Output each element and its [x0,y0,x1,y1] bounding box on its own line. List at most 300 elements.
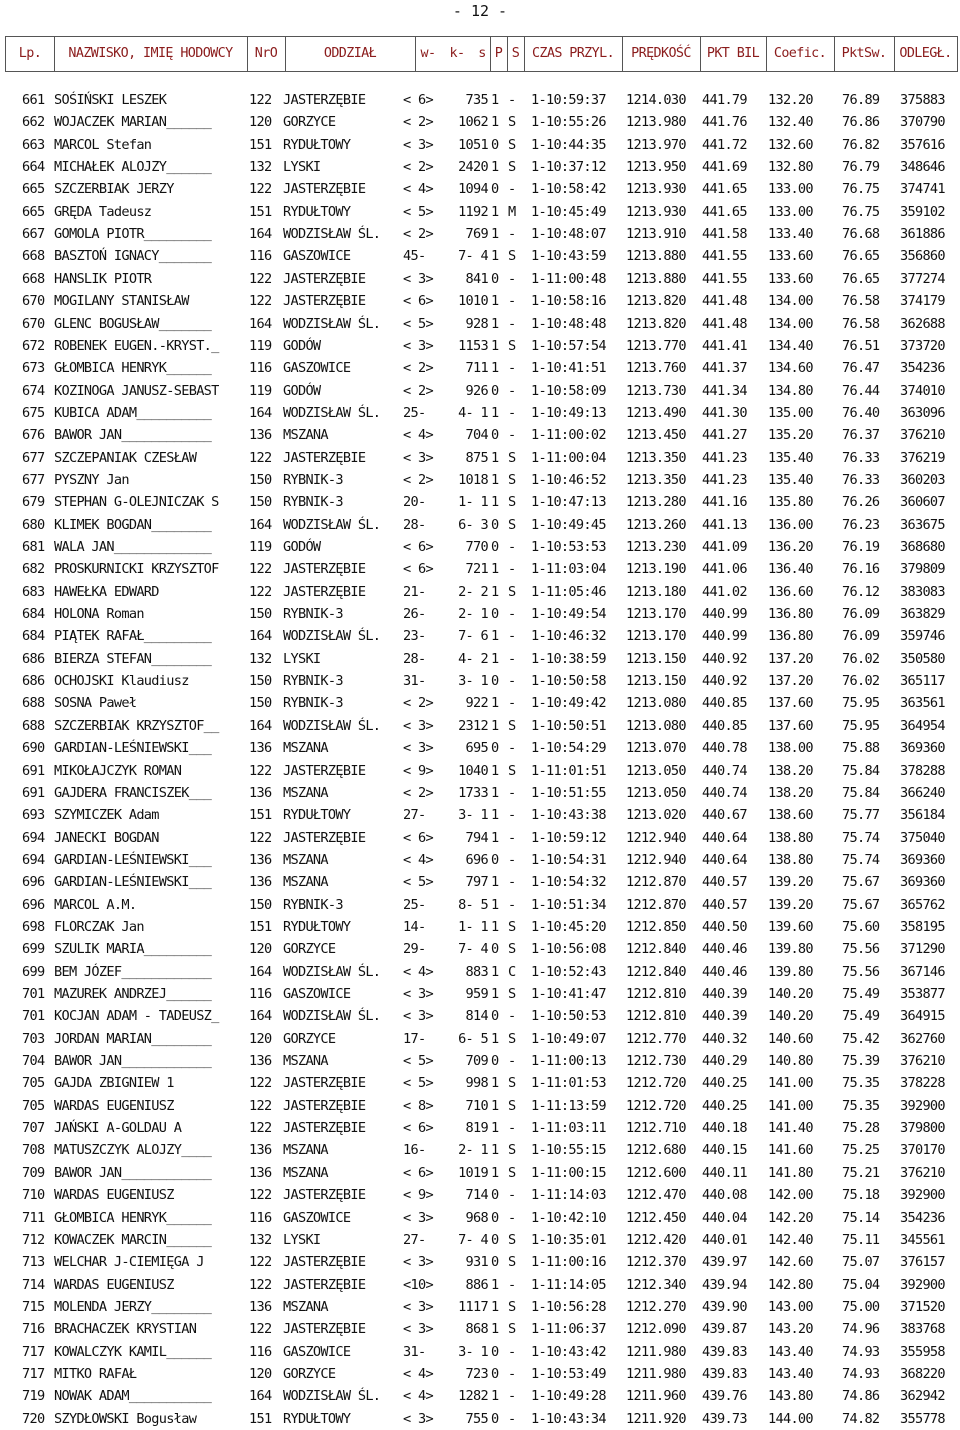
row-s: 1 [491,1388,499,1405]
row-lp: 663 [22,136,45,153]
row-odleg: 383768 [900,1321,945,1338]
row-czas: 1-10:56:08 [531,941,606,958]
row-odleg: 363561 [900,695,945,712]
row-oddzial: GASZOWICE [283,248,351,265]
row-nro: 151 [249,136,272,153]
row-name: MOGILANY STANISŁAW [54,293,189,310]
row-lp: 677 [22,471,45,488]
row-predkosc: 1211.980 [626,1343,686,1360]
row-nro: 119 [249,337,272,354]
row-pktbil: 441.79 [702,92,747,108]
row-coefic: 134.60 [768,360,813,377]
row-k: 1062 [458,114,488,131]
row-odleg: 362760 [900,1030,945,1047]
row-p: - [508,807,516,824]
row-p: S [508,1097,516,1114]
row-s: 1 [491,1321,499,1338]
row-coefic: 140.20 [768,1008,813,1025]
row-name: BEM JÓZEF____________ [54,963,212,980]
row-nro: 122 [249,92,272,108]
row-coefic: 139.20 [768,874,813,891]
table-row [0,1139,960,1161]
row-predkosc: 1213.190 [626,561,686,578]
row-predkosc: 1213.880 [626,270,686,287]
table-row [0,603,960,625]
row-name: MIKOŁAJCZYK ROMAN [54,762,182,779]
row-pktsw: 75.42 [842,1030,880,1047]
row-oddzial: MSZANA [283,1053,328,1070]
row-w: < 6> [403,1120,433,1137]
row-czas: 1-10:38:59 [531,650,606,667]
row-pktbil: 440.92 [702,673,747,690]
row-w: 28- [403,650,426,667]
row-czas: 1-10:56:28 [531,1298,606,1315]
row-nro: 150 [249,896,272,913]
row-oddzial: MSZANA [283,740,328,757]
row-s: 0 [491,606,499,623]
header-oddzial: ODDZIAŁ [323,46,377,61]
row-lp: 708 [22,1142,45,1159]
row-odleg: 369360 [900,874,945,891]
row-k: 770 [465,539,488,555]
row-k: 968 [465,1209,488,1226]
row-pktbil: 440.18 [702,1120,747,1137]
row-pktbil: 440.57 [702,896,747,913]
row-odleg: 371520 [900,1298,945,1315]
row-predkosc: 1212.090 [626,1321,686,1338]
row-czas: 1-10:41:47 [531,986,606,1002]
row-s: 0 [491,1053,499,1070]
row-pktbil: 440.39 [702,986,747,1002]
row-lp: 683 [22,583,45,600]
header-odleg: ODLEGŁ. [899,46,952,61]
row-lp: 684 [22,606,45,623]
table-row [0,894,960,916]
row-w: < 3> [403,1254,433,1271]
row-lp: 690 [22,740,45,757]
row-oddzial: RYBNIK-3 [283,494,343,511]
row-s: 1 [491,449,499,466]
row-s: 1 [491,583,499,600]
row-oddzial: GORZYCE [283,941,336,958]
row-pktbil: 440.57 [702,874,747,891]
row-k: 998 [465,1075,488,1092]
row-oddzial: MSZANA [283,427,328,444]
row-pktsw: 75.04 [842,1276,880,1293]
row-pktsw: 76.89 [842,92,880,108]
row-w: < 9> [403,1187,433,1204]
row-s: 0 [491,181,499,198]
row-name: BAWOR JAN____________ [54,427,212,444]
row-predkosc: 1212.720 [626,1075,686,1092]
table-row [0,1341,960,1363]
row-p: S [508,471,516,488]
row-odleg: 376210 [900,1053,945,1070]
row-predkosc: 1213.070 [626,740,686,757]
row-s: 1 [491,963,499,980]
row-nro: 122 [249,181,272,198]
row-pktsw: 76.40 [842,404,880,421]
row-nro: 122 [249,762,272,779]
row-p: - [508,226,516,243]
row-lp: 686 [22,673,45,690]
row-k: 814 [465,1008,488,1025]
row-odleg: 376210 [900,427,945,444]
row-coefic: 139.60 [768,918,813,935]
row-nro: 136 [249,1142,272,1159]
row-w: 45- [403,248,426,265]
row-p: S [508,1231,516,1248]
row-nro: 122 [249,583,272,600]
row-k: 1192 [458,203,488,220]
row-oddzial: JASTERZĘBIE [283,1254,366,1271]
row-lp: 701 [22,986,45,1002]
row-pktbil: 439.83 [702,1343,747,1360]
row-w: 31- [403,1343,426,1360]
row-k: 794 [465,829,488,846]
row-k: 841 [465,270,488,287]
table-header [5,36,958,72]
row-predkosc: 1211.980 [626,1365,686,1382]
row-nro: 151 [249,918,272,935]
row-pktbil: 441.48 [702,315,747,332]
row-coefic: 143.80 [768,1388,813,1405]
row-w: < 3> [403,1298,433,1315]
row-nro: 151 [249,203,272,220]
row-odleg: 378288 [900,762,945,779]
row-k: 926 [465,382,488,399]
row-name: GOMOLA PIOTR_________ [54,226,212,243]
row-lp: 720 [22,1410,45,1427]
row-name: STEPHAN G-OLEJNICZAK S [54,494,219,511]
row-odleg: 378228 [900,1075,945,1092]
row-predkosc: 1213.880 [626,248,686,265]
row-pktsw: 74.93 [842,1343,880,1360]
row-k: 1282 [458,1388,488,1405]
row-name: ROBENEK EUGEN.-KRYST._ [54,337,219,354]
row-nro: 136 [249,874,272,891]
row-name: JORDAN MARIAN________ [54,1030,212,1047]
row-czas: 1-10:43:38 [531,807,606,824]
row-k: 710 [465,1097,488,1114]
row-p: S [508,986,516,1002]
row-coefic: 134.40 [768,337,813,354]
row-pktbil: 440.39 [702,1008,747,1025]
row-odleg: 369360 [900,851,945,868]
row-lp: 719 [22,1388,45,1405]
row-pktbil: 440.46 [702,941,747,958]
row-coefic: 141.60 [768,1142,813,1159]
table-row [0,1050,960,1072]
row-nro: 122 [249,1097,272,1114]
row-pktbil: 440.67 [702,807,747,824]
row-lp: 709 [22,1164,45,1181]
row-czas: 1-10:52:43 [531,963,606,980]
row-lp: 688 [22,695,45,712]
row-odleg: 374010 [900,382,945,399]
row-pktsw: 75.35 [842,1097,880,1114]
row-s: 1 [491,1164,499,1181]
row-nro: 164 [249,404,272,421]
row-lp: 667 [22,226,45,243]
row-odleg: 350580 [900,650,945,667]
row-predkosc: 1213.730 [626,382,686,399]
row-s: 1 [491,337,499,354]
row-s: 0 [491,1187,499,1204]
row-s: 1 [491,986,499,1002]
row-nro: 116 [249,986,272,1002]
row-pktbil: 440.99 [702,628,747,645]
row-k: 931 [465,1254,488,1271]
row-czas: 1-11:00:04 [531,449,606,466]
row-oddzial: LYSKI [283,159,321,176]
row-odleg: 355958 [900,1343,945,1360]
row-p: - [508,1053,516,1070]
row-name: PYSZNY Jan [54,471,129,488]
row-lp: 664 [22,159,45,176]
row-odleg: 365117 [900,673,945,690]
row-lp: 676 [22,427,45,444]
row-k: 769 [465,226,488,243]
table-row [0,625,960,647]
row-lp: 704 [22,1053,45,1070]
row-k: 1051 [458,136,488,153]
row-coefic: 140.20 [768,986,813,1002]
row-lp: 707 [22,1120,45,1137]
row-s: 0 [491,1254,499,1271]
table-row [0,938,960,960]
row-odleg: 371290 [900,941,945,958]
row-pktbil: 441.02 [702,583,747,600]
row-w: < 2> [403,382,433,399]
row-name: NOWAK ADAM___________ [54,1388,212,1405]
row-predkosc: 1212.370 [626,1254,686,1271]
table-row [0,760,960,782]
row-predkosc: 1212.340 [626,1276,686,1293]
row-lp: 699 [22,941,45,958]
row-predkosc: 1212.730 [626,1053,686,1070]
row-name: WARDAS EUGENIUSZ [54,1187,174,1204]
row-pktsw: 75.84 [842,784,880,801]
row-coefic: 141.80 [768,1164,813,1181]
row-s: 0 [491,1410,499,1427]
row-lp: 711 [22,1209,45,1226]
row-czas: 1-10:58:16 [531,293,606,310]
row-p: - [508,851,516,868]
row-oddzial: RYDUŁTOWY [283,807,351,824]
row-nro: 136 [249,427,272,444]
row-oddzial: JASTERZĘBIE [283,561,366,578]
row-oddzial: MSZANA [283,1164,328,1181]
row-coefic: 137.20 [768,650,813,667]
row-lp: 699 [22,963,45,980]
table-row [0,1028,960,1050]
row-pktbil: 439.83 [702,1365,747,1382]
row-p: - [508,382,516,399]
row-predkosc: 1212.870 [626,874,686,891]
row-nro: 151 [249,1410,272,1427]
row-czas: 1-10:49:54 [531,606,606,623]
row-czas: 1-11:13:59 [531,1097,606,1114]
row-lp: 717 [22,1343,45,1360]
header-divider [415,37,416,71]
row-lp: 679 [22,494,45,511]
row-pktsw: 75.67 [842,896,880,913]
row-pktbil: 440.15 [702,1142,747,1159]
row-p: - [508,404,516,421]
row-p: - [508,673,516,690]
row-odleg: 355778 [900,1410,945,1427]
table-row [0,1207,960,1229]
row-k: 696 [465,851,488,868]
row-pktbil: 440.04 [702,1209,747,1226]
row-oddzial: JASTERZĘBIE [283,449,366,466]
row-lp: 691 [22,762,45,779]
row-czas: 1-11:01:51 [531,762,606,779]
row-coefic: 132.60 [768,136,813,153]
row-predkosc: 1213.820 [626,293,686,310]
row-pktbil: 440.25 [702,1075,747,1092]
row-oddzial: RYDUŁTOWY [283,203,351,220]
row-s: 0 [491,516,499,533]
table-row [0,1251,960,1273]
row-pktsw: 76.02 [842,650,880,667]
row-coefic: 132.20 [768,92,813,108]
row-pktbil: 440.08 [702,1187,747,1204]
row-lp: 670 [22,293,45,310]
row-p: S [508,114,516,131]
row-s: 1 [491,114,499,131]
row-predkosc: 1212.870 [626,896,686,913]
header-coefic: Coefic. [773,46,827,61]
row-k: 922 [465,695,488,712]
row-k: 709 [465,1053,488,1070]
row-k: 868 [465,1321,488,1338]
row-w: < 6> [403,1164,433,1181]
table-row [0,424,960,446]
row-pktbil: 441.55 [702,270,747,287]
table-row [0,1274,960,1296]
row-s: 1 [491,159,499,176]
row-lp: 675 [22,404,45,421]
row-nro: 116 [249,1209,272,1226]
row-czas: 1-10:42:10 [531,1209,606,1226]
row-pktsw: 75.74 [842,851,880,868]
row-predkosc: 1212.720 [626,1097,686,1114]
row-pktbil: 440.92 [702,650,747,667]
row-pktbil: 441.58 [702,226,747,243]
row-predkosc: 1213.080 [626,717,686,734]
row-w: < 3> [403,1410,433,1427]
row-s: 1 [491,471,499,488]
row-oddzial: JASTERZĘBIE [283,583,366,600]
row-nro: 151 [249,807,272,824]
row-k: 819 [465,1120,488,1137]
row-odleg: 354236 [900,1209,945,1226]
row-k: 2- 1 [458,606,488,623]
row-name: GARDIAN-LEŚNIEWSKI___ [54,740,212,757]
row-nro: 120 [249,1030,272,1047]
row-name: HOLONA Roman [54,606,144,623]
row-p: - [508,1365,516,1382]
row-name: SZYMICZEK Adam [54,807,159,824]
row-name: MARCOL A.M. [54,896,137,913]
row-s: 1 [491,762,499,779]
row-k: 723 [465,1365,488,1382]
row-name: GLENC BOGUSŁAW_______ [54,315,212,332]
row-predkosc: 1213.170 [626,606,686,623]
row-odleg: 369360 [900,740,945,757]
row-pktsw: 75.56 [842,963,880,980]
row-p: S [508,337,516,354]
header-pktbil: PKT BIL [706,46,760,61]
row-lp: 717 [22,1365,45,1382]
row-pktsw: 76.47 [842,360,880,377]
row-predkosc: 1213.170 [626,628,686,645]
table-row [0,89,960,111]
row-odleg: 356184 [900,807,945,824]
row-w: 26- [403,606,426,623]
row-oddzial: MSZANA [283,874,328,891]
row-odleg: 392900 [900,1187,945,1204]
row-w: 27- [403,1231,426,1248]
table-row [0,1072,960,1094]
row-pktsw: 76.82 [842,136,880,153]
row-w: < 6> [403,539,433,555]
row-w: 25- [403,896,426,913]
row-pktsw: 76.09 [842,628,880,645]
row-pktbil: 441.30 [702,404,747,421]
row-p: - [508,695,516,712]
row-czas: 1-10:43:42 [531,1343,606,1360]
row-w: < 2> [403,360,433,377]
row-name: PROSKURNICKI KRZYSZTOF [54,561,219,578]
row-coefic: 138.80 [768,851,813,868]
row-w: < 3> [403,270,433,287]
table-row [0,290,960,312]
row-odleg: 373720 [900,337,945,354]
row-lp: 684 [22,628,45,645]
row-odleg: 348646 [900,159,945,176]
row-pktbil: 439.76 [702,1388,747,1405]
row-lp: 672 [22,337,45,354]
row-predkosc: 1212.810 [626,1008,686,1025]
row-name: GRĘDA Tadeusz [54,203,152,220]
row-pktbil: 441.48 [702,293,747,310]
row-odleg: 392900 [900,1276,945,1293]
row-czas: 1-10:49:45 [531,516,606,533]
table-row [0,1095,960,1117]
row-odleg: 379800 [900,1120,945,1137]
row-w: 27- [403,807,426,824]
row-p: - [508,315,516,332]
row-k: 959 [465,986,488,1002]
row-name: GŁOMBICA HENRYK______ [54,1209,212,1226]
row-odleg: 359102 [900,203,945,220]
table-row [0,961,960,983]
row-predkosc: 1212.940 [626,829,686,846]
row-p: S [508,1164,516,1181]
row-odleg: 363096 [900,404,945,421]
row-coefic: 136.00 [768,516,813,533]
row-czas: 1-10:35:01 [531,1231,606,1248]
table-row [0,1408,960,1430]
table-row [0,558,960,580]
row-nro: 150 [249,695,272,712]
row-nro: 122 [249,270,272,287]
row-czas: 1-10:54:32 [531,874,606,891]
row-lp: 665 [22,203,45,220]
